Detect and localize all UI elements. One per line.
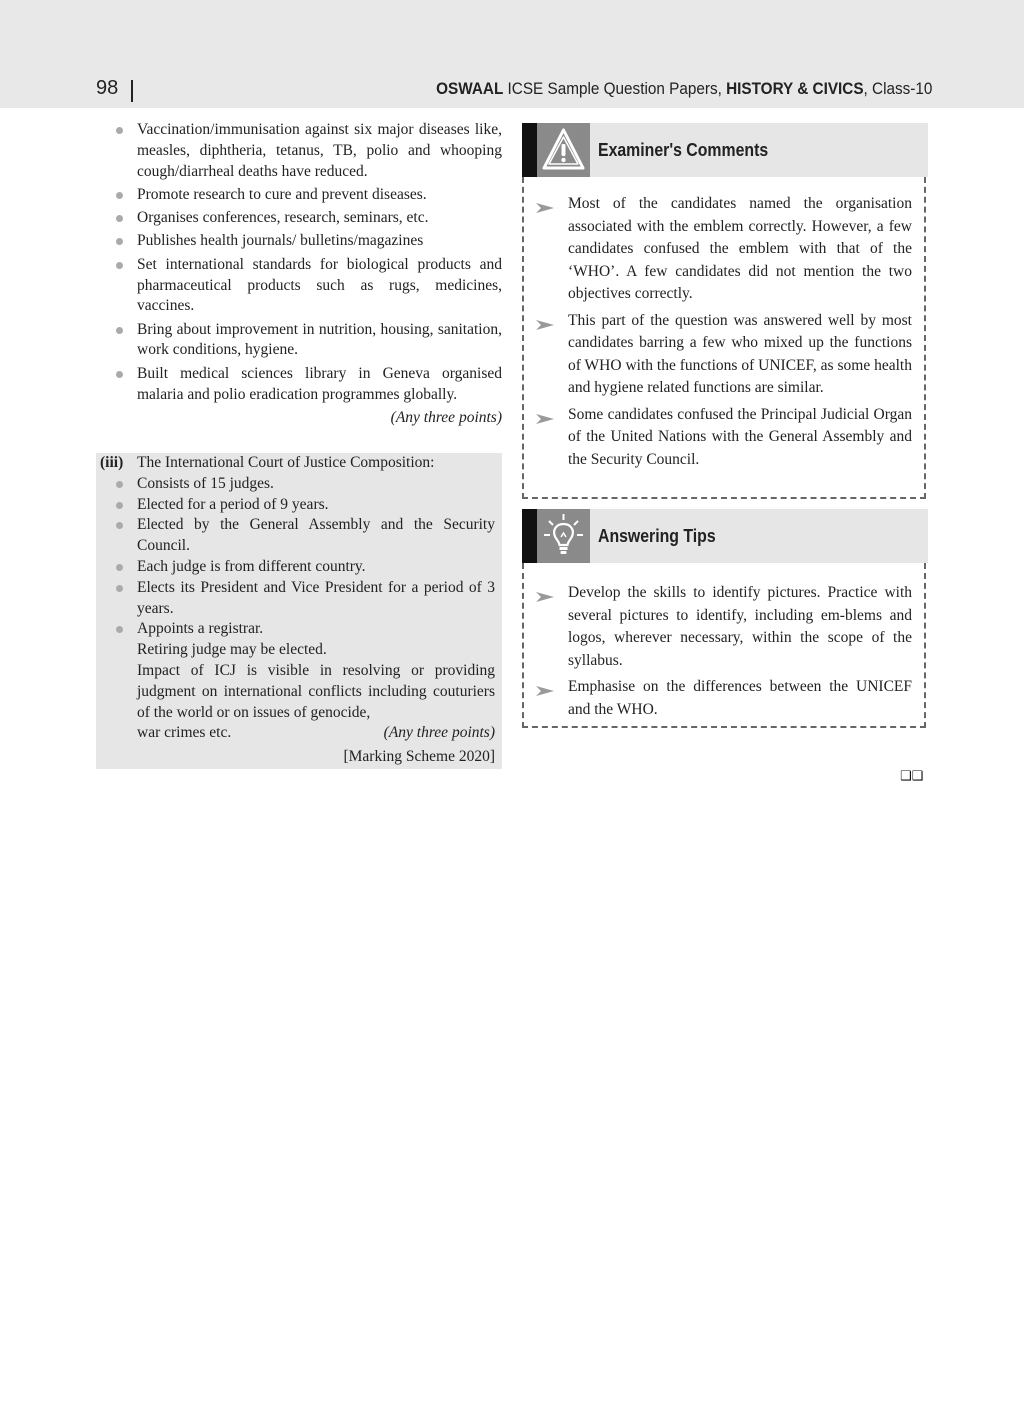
list-item: Built medical sciences library in Geneva organised malaria and polio eradication programmes globally. — [96, 364, 502, 406]
examiners-comments-title: Examiner's Comments — [598, 140, 769, 160]
comment-item — [524, 310, 924, 400]
list-item: Promote research to cure and prevent diseases. — [96, 185, 502, 206]
page-number: 98 — [96, 77, 119, 99]
comment-text: Some candidates confused the Principal Judicial Organ of the United Nations with the General Assembly and the Security Council. — [568, 405, 912, 468]
list-item: Elected by the General Assembly and the Security Council. — [96, 515, 495, 557]
sub-question-number: (iii) — [100, 454, 124, 471]
comment-item — [524, 193, 924, 306]
title-part-1: ICSE Sample Question Papers, — [502, 79, 726, 98]
icj-impact-text: Impact of ICJ is visible in resolving or providing judgment on international conflicts including couturiers of the world or on issues of genocide, — [137, 661, 495, 721]
answering-tips-box — [522, 563, 926, 728]
list-item: Appoints a registrar. — [96, 619, 495, 640]
icj-last-line-text: war crimes etc. — [137, 724, 232, 742]
who-functions-list — [96, 120, 502, 429]
answering-tips-title: Answering Tips — [598, 526, 716, 546]
tip-text: Develop the skills to identify pictures. Practice with several pictures to identify, including em-blems and logos, wherever necessary, within the scope of the syllabus. — [568, 584, 912, 669]
pointer-arrow-icon — [536, 315, 554, 338]
header-divider — [131, 80, 133, 102]
end-of-section-mark: ❑❑ — [900, 769, 924, 784]
list-item: Set international standards for biological products and pharmaceutical products such as rugs, medicines, vaccines. — [96, 255, 502, 317]
tip-item — [524, 676, 924, 721]
pointer-arrow-icon — [536, 409, 554, 432]
marking-scheme-label: [Marking Scheme 2020] — [343, 748, 495, 766]
list-item: Publishes health journals/ bulletins/magazines — [96, 231, 502, 252]
list-item: Bring about improvement in nutrition, housing, sanitation, work conditions, hygiene. — [96, 320, 502, 362]
warning-triangle-icon — [537, 123, 590, 177]
comment-text: This part of the question was answered well by most candidates barring a few who mixed up the functions of WHO with the functions of UNICEF, as some health and hygiene related functions are similar. — [568, 311, 912, 396]
pointer-arrow-icon — [536, 587, 554, 610]
list-item: Elected for a period of 9 years. — [96, 495, 495, 516]
subject-name: HISTORY & CIVICS — [725, 79, 864, 98]
retiring-judge-text: Retiring judge may be elected. — [137, 641, 327, 659]
comment-item — [524, 404, 924, 472]
comment-text: Most of the candidates named the organisation associated with the emblem correctly. However, a few candidates confused the emblem with that of the ‘WHO’. A few candidates did not mention the two objectives correctly. — [568, 195, 912, 302]
icj-heading-text: The International Court of Justice Composition: — [137, 454, 435, 471]
list-item: Each judge is from different country. — [96, 557, 495, 578]
lightbulb-icon — [537, 509, 590, 563]
running-title — [436, 79, 932, 99]
icj-heading — [96, 453, 495, 474]
any-three-points-note: (Any three points) — [383, 724, 495, 742]
tip-item — [524, 582, 924, 672]
list-item: Consists of 15 judges. — [96, 474, 495, 495]
brand-name: OSWAAL — [435, 79, 503, 98]
title-part-2: , Class-10 — [863, 79, 932, 98]
list-item: Elects its President and Vice President for a period of 3 years. — [96, 578, 495, 620]
pointer-arrow-icon — [536, 198, 554, 221]
answering-tips-header — [522, 509, 928, 563]
list-item: Organises conferences, research, seminars, etc. — [96, 208, 502, 229]
pointer-arrow-icon — [536, 681, 554, 704]
examiners-comments-box — [522, 177, 926, 499]
list-item: Vaccination/immunisation against six major diseases like, measles, diphtheria, tetanus, TB, polio and whooping cough/diarrheal deaths have reduced. — [96, 120, 502, 182]
tip-text: Emphasise on the differences between the UNICEF and the WHO. — [568, 678, 912, 718]
page-header — [0, 0, 1024, 108]
icj-answer-block — [96, 453, 502, 769]
any-three-points-note: (Any three points) — [390, 408, 502, 426]
icj-last-line — [96, 723, 495, 744]
examiners-comments-header — [522, 123, 928, 177]
